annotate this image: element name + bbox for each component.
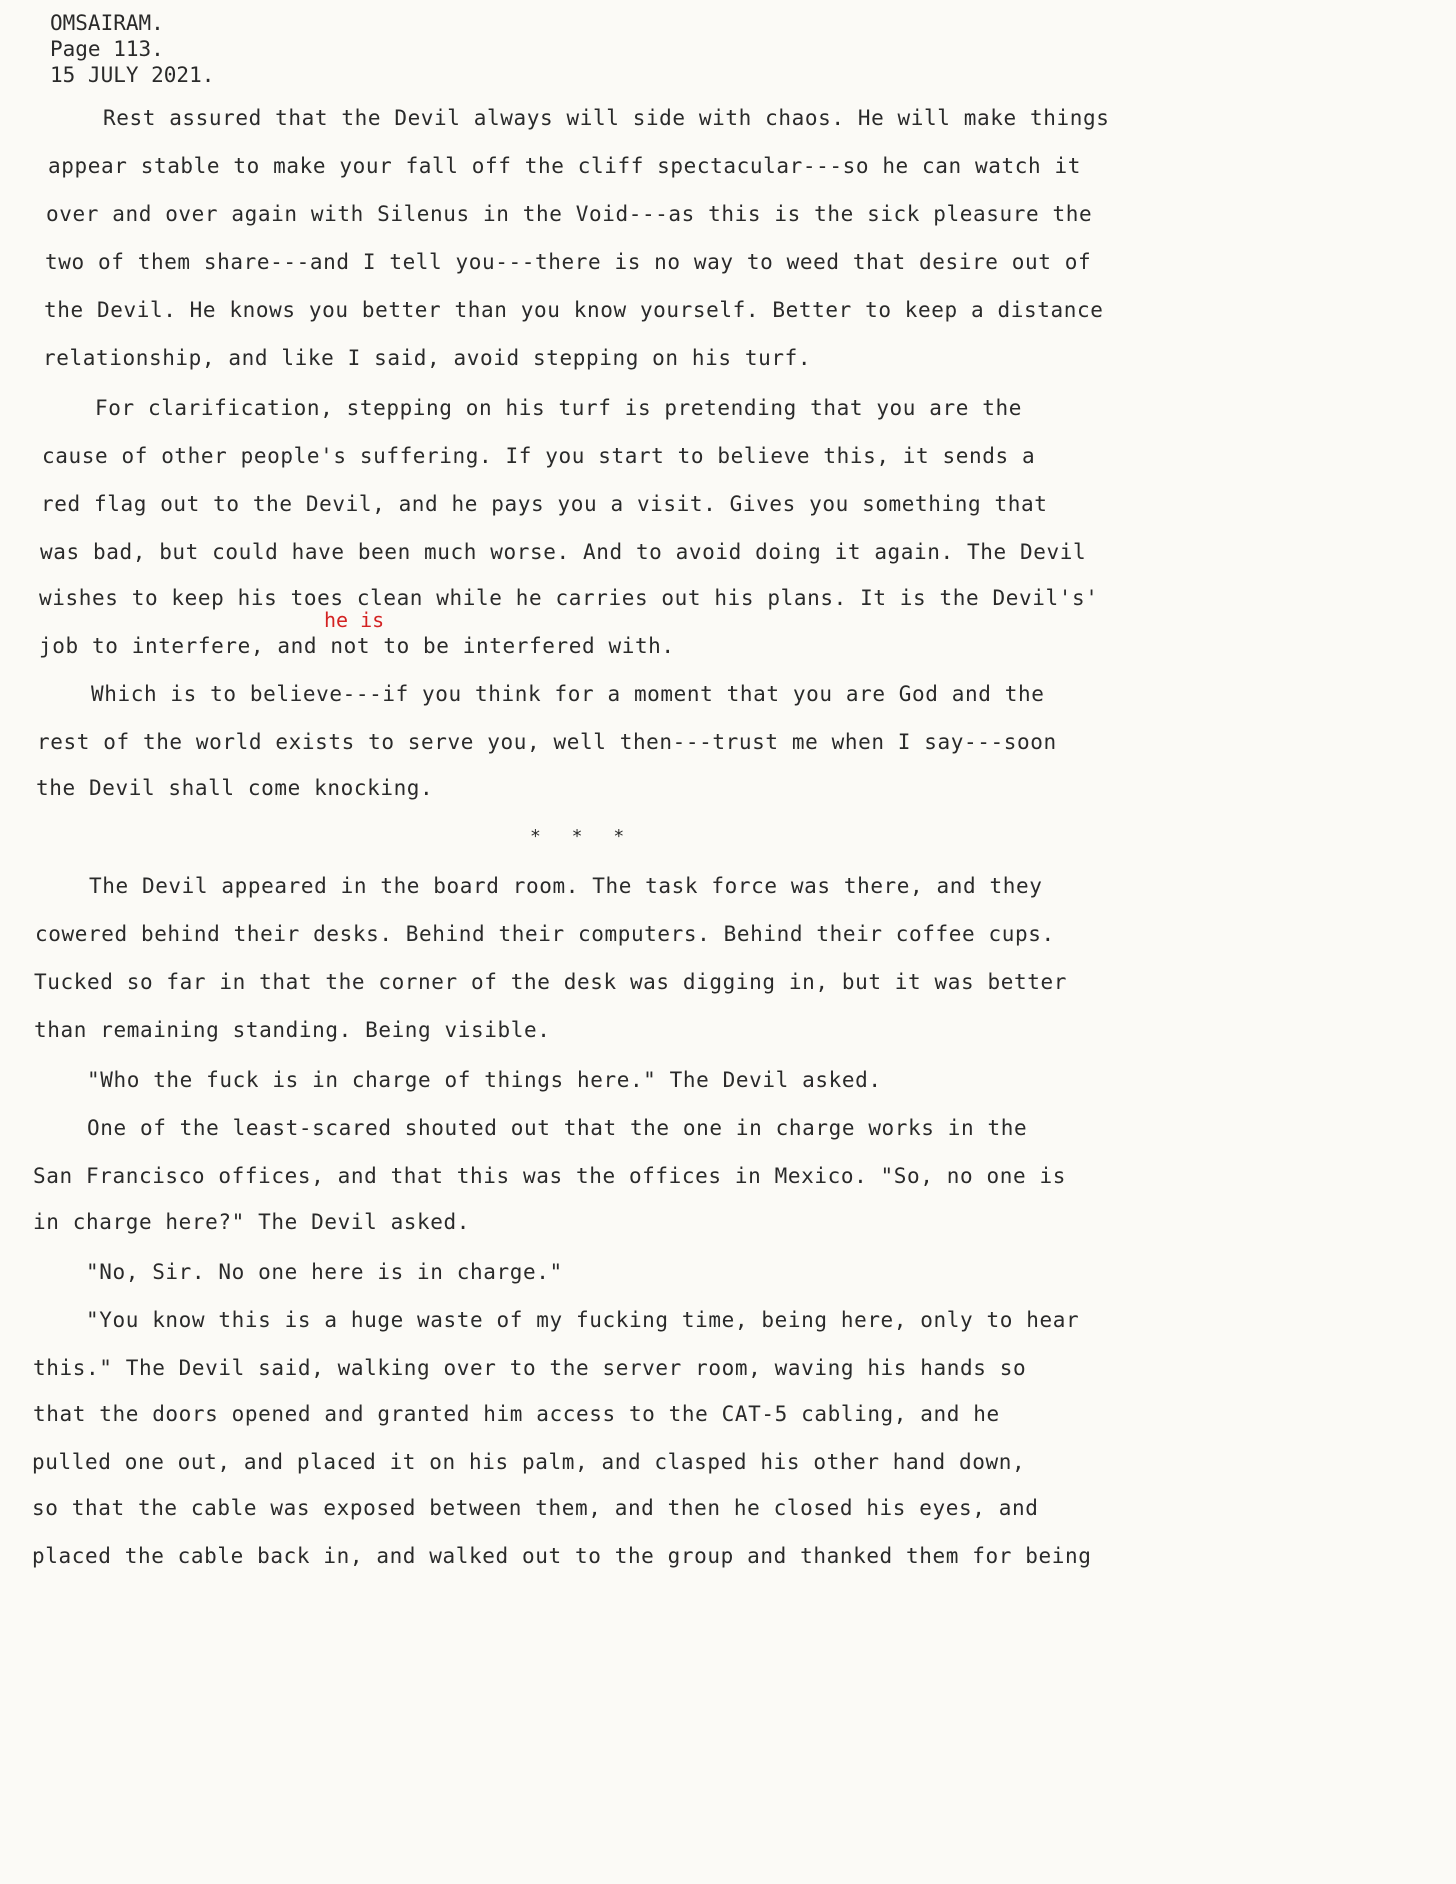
text-line: the Devil. He knows you better than you know yourself. Better to keep a distance — [44, 298, 1104, 322]
text-line: pulled one out, and placed it on his palm, and clasped his other hand down, — [32, 1450, 1026, 1474]
text-line: two of them share---and I tell you---there is no way to weed that desire out of — [45, 250, 1092, 274]
text-line: Which is to believe---if you think for a moment that you are God and the — [38, 682, 1045, 706]
text-line: wishes to keep his toes clean while he carries out his plans. It is the Devil's' — [39, 586, 1099, 610]
header-date: 15 JULY 2021. — [50, 63, 215, 87]
text-line: San Francisco offices, and that this was the offices in Mexico. "So, no one is — [33, 1164, 1066, 1188]
text-line: For clarification, stepping on his turf is pretending that you are the — [42, 396, 1022, 420]
text-line: Tucked so far in that the corner of the desk was digging in, but it was better — [34, 970, 1067, 994]
text-line: this." The Devil said, walking over to the server room, waving his hands so — [33, 1356, 1027, 1380]
text-line: rest of the world exists to serve you, well then---trust me when I say---soon — [37, 730, 1057, 754]
text-line: placed the cable back in, and walked out to the group and thanked them for being — [32, 1544, 1092, 1568]
text-line: the Devil shall come knocking. — [36, 776, 434, 800]
text-line: over and over again with Silenus in the Void---as this is the sick pleasure the — [46, 202, 1093, 226]
handwritten-correction: he is — [324, 608, 385, 632]
text-line: relationship, and like I said, avoid stepping on his turf. — [43, 346, 812, 370]
text-line: in charge here?" The Devil asked. — [33, 1210, 471, 1234]
text-line: red flag out to the Devil, and he pays you a visit. Gives you something that — [41, 492, 1048, 516]
text-line: Rest assured that the Devil always will side with chaos. He will make things — [50, 106, 1110, 130]
text-line: "You know this is a huge waste of my fucking time, being here, only to hear — [33, 1308, 1080, 1332]
page-header — [50, 10, 214, 88]
text-line: that the doors opened and granted him access to the CAT-5 cabling, and he — [33, 1402, 1000, 1426]
text-line: cause of other people's suffering. If you start to believe this, it sends a — [42, 444, 1036, 468]
header-title: OMSAIRAM. — [50, 11, 164, 35]
text-line: cowered behind their desks. Behind their computers. Behind their coffee cups. — [35, 922, 1055, 946]
text-line: "No, Sir. No one here is in charge." — [33, 1260, 563, 1284]
section-separator: * * * — [530, 826, 635, 847]
text-line: One of the least-scared shouted out that the one in charge works in the — [34, 1116, 1028, 1140]
text-line: "Who the fuck is in charge of things here." The Devil asked. — [34, 1068, 882, 1092]
text-line: was bad, but could have been much worse. And to avoid doing it again. The Devil — [40, 540, 1087, 564]
text-line: than remaining standing. Being visible. — [34, 1018, 551, 1042]
header-page-number: Page 113. — [50, 37, 164, 61]
text-line: so that the cable was exposed between them, and then he closed his eyes, and — [32, 1496, 1039, 1520]
text-line: job to interfere, and not to be interfered with. — [39, 634, 675, 658]
text-line: appear stable to make your fall off the cliff spectacular---so he can watch it — [48, 154, 1081, 178]
text-line: The Devil appeared in the board room. The task force was there, and they — [36, 874, 1043, 898]
